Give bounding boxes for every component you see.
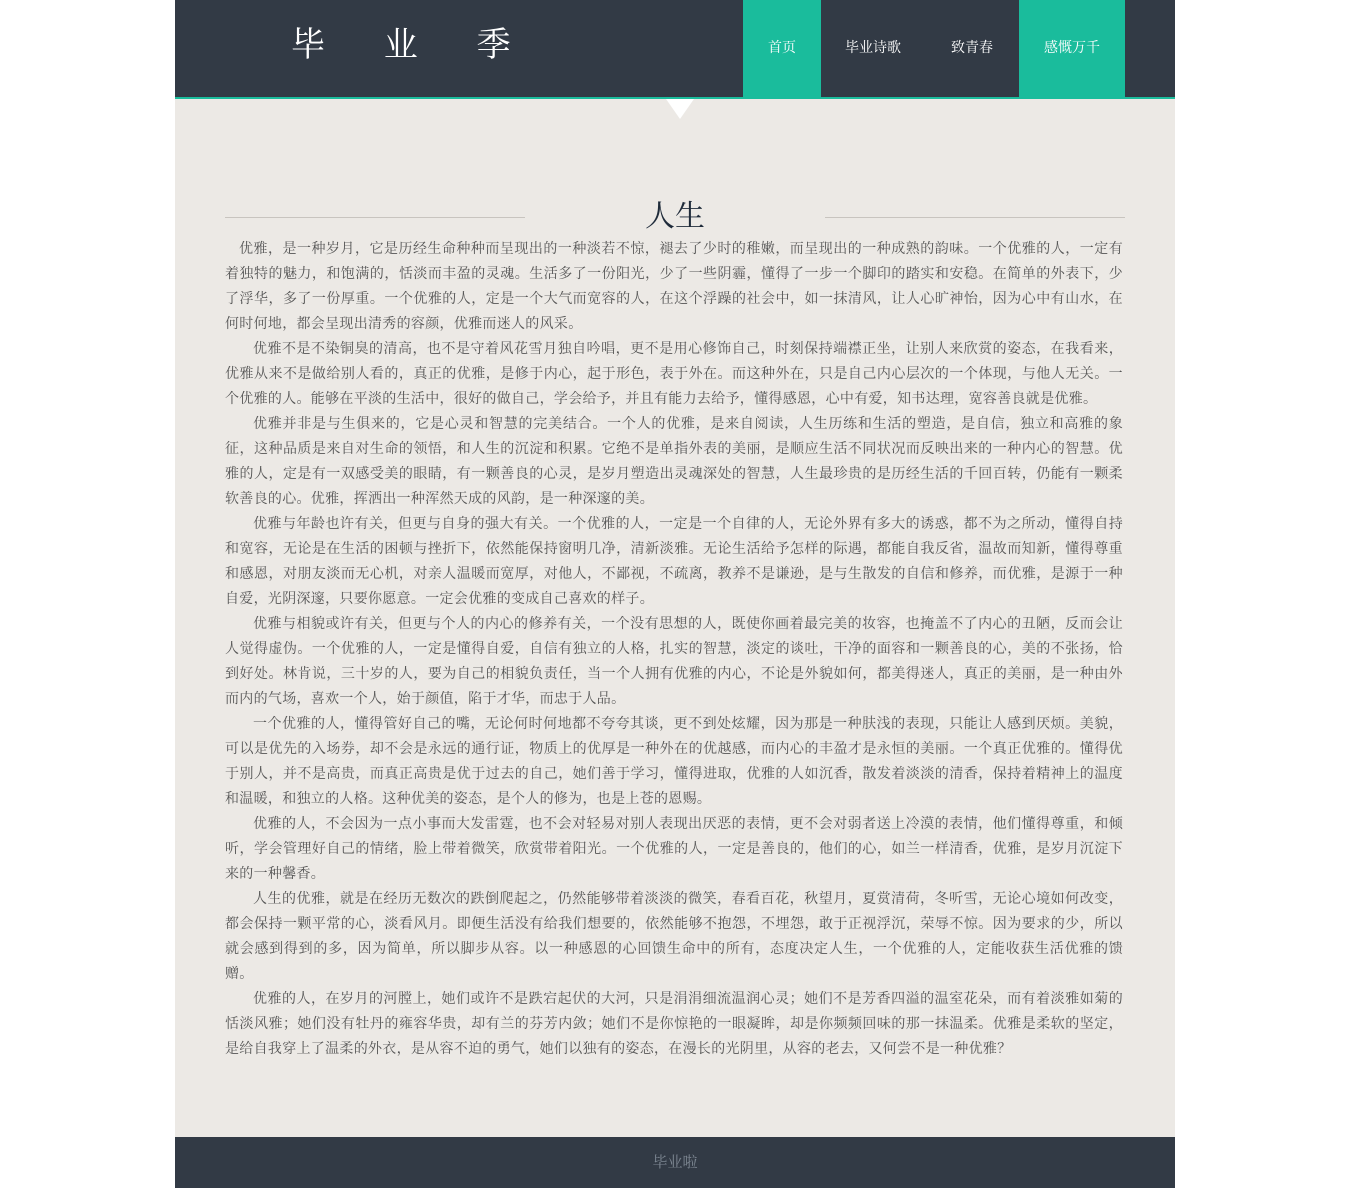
article-paragraph: 人生的优雅，就是在经历无数次的跌倒爬起之，仍然能够带着淡淡的微笑，春看百花，秋望月，夏赏清荷，冬听雪，无论心境如何改变，都会保持一颗平常的心，淡看风月。即便生活没有给我们想要的，依然能够不抱怨，不埋怨，敢于正视浮沉，荣辱不惊。因为要求的少，所以就会感到得到的多，因为简单，所以脚步从容。以一种感恩的心回馈生命中的所有，态度决定人生，一个优雅的人，定能收获生活优雅的馈赠。 [225,891,1123,982]
nav-item-graduation-poems[interactable]: 毕业诗歌 [845,40,901,56]
page [175,0,1175,1188]
title-divider-right [825,217,1125,218]
header [175,0,1175,99]
article-paragraph: 优雅与相貌或许有关，但更与个人的内心的修养有关，一个没有思想的人，既使你画着最完美的妆容，也掩盖不了内心的丑陋，反而会让人觉得虚伪。一个优雅的人，一定是懂得自爱，自信有独立的人格，扎实的智慧，淡定的谈吐，干净的面容和一颗善良的心，美的不张扬，恰到好处。林肯说，三十岁的人，要为自己的相貌负责任，当一个人拥有优雅的内心，不论是外貌如何，都美得迷人，真正的美丽，是一种由外而内的气场，喜欢一个人，始于颜值，陷于才华，而忠于人品。 [225,616,1123,707]
nav-item-home[interactable]: 首页 [743,0,821,97]
article-paragraph: 一个优雅的人，懂得管好自己的嘴，无论何时何地都不夸夸其谈，更不到处炫耀，因为那是一种肤浅的表现，只能让人感到厌烦。美貌，可以是优先的入场券，却不会是永远的通行证，物质上的优厚是一种外在的优越感，而内心的丰盈才是永恒的美丽。一个真正优雅的。懂得优于别人，并不是高贵，而真正高贵是优于过去的自己，她们善于学习，懂得进取，优雅的人如沉香，散发着淡淡的清香，保持着精神上的温度和温暖，和独立的人格。这种优美的姿态，是个人的修为，也是上苍的恩赐。 [225,716,1123,807]
article-title-row [225,195,1125,239]
site-title: 毕 业 季 [291,25,535,65]
article-paragraph: 优雅，是一种岁月，它是历经生命种种而呈现出的一种淡若不惊，褪去了少时的稚嫩，而呈现出的一种成熟的韵味。一个优雅的人，一定有着独特的魅力，和饱满的，恬淡而丰盈的灵魂。生活多了一份阳光，少了一些阴霾，懂得了一步一个脚印的踏实和安稳。在简单的外表下，少了浮华，多了一份厚重。一个优雅的人，定是一个大气而宽容的人，在这个浮躁的社会中，如一抹清风，让人心旷神怡，因为心中有山水，在何时何地，都会呈现出清秀的容颜，优雅而迷人的风采。 [225,241,1123,332]
main-nav [743,0,1125,97]
article-paragraph: 优雅的人，在岁月的河膛上，她们或许不是跌宕起伏的大河，只是涓涓细流温润心灵；她们不是芳香四溢的温室花朵，而有着淡雅如菊的恬淡风雅；她们没有牡丹的雍容华贵，却有兰的芬芳内敛；她们不是你惊艳的一眼凝眸，却是你频频回味的那一抹温柔。优雅是柔软的坚定，是给自我穿上了温柔的外衣，是从容不迫的勇气，她们以独有的姿态，在漫长的光阴里，从容的老去，又何尝不是一种优雅？ [225,991,1123,1057]
header-pointer-triangle [666,99,694,119]
article-paragraph: 优雅与年龄也许有关，但更与自身的强大有关。一个优雅的人，一定是一个自律的人，无论外界有多大的诱惑，都不为之所动，懂得自持和宽容，无论是在生活的困顿与挫折下，依然能保持窗明几净，清新淡雅。无论生活给予怎样的际遇，都能自我反省，温故而知新，懂得尊重和感恩，对朋友淡而无心机，对亲人温暖而宽厚，对他人，不鄙视，不疏离，教养不是谦逊，是与生散发的自信和修养，而优雅，是源于一种自爱，光阴深邃，只要你愿意。一定会优雅的变成自己喜欢的样子。 [225,516,1123,607]
article-title: 人生 [645,199,705,234]
nav-item-to-youth[interactable]: 致青春 [951,40,993,56]
article-paragraph: 优雅不是不染铜臭的清高，也不是守着风花雪月独自吟唱，更不是用心修饰自己，时刻保持端襟正坐，让别人来欣赏的姿态，在我看来，优雅从来不是做给别人看的，真正的优雅，是修于内心，起于形色，表于外在。而这种外在，只是自己内心层次的一个体现，与他人无关。一个优雅的人。能够在平淡的生活中，很好的做自己，学会给予，并且有能力去给予，懂得感恩，心中有爱，知书达理，宽容善良就是优雅。 [225,341,1123,407]
article-paragraph: 优雅并非是与生俱来的，它是心灵和智慧的完美结合。一个人的优雅，是来自阅读，人生历练和生活的塑造，是自信，独立和高雅的象征，这种品质是来自对生命的领悟，和人生的沉淀和积累。它绝不是单指外表的美丽，是顺应生活不同状况而反映出来的一种内心的智慧。优雅的人，定是有一双感受美的眼睛，有一颗善良的心灵，是岁月塑造出灵魂深处的智慧，人生最珍贵的是历经生活的千回百转，仍能有一颗柔软善良的心。优雅，挥洒出一种浑然天成的风韵，是一种深邃的美。 [225,416,1123,507]
article-body [225,237,1123,1062]
footer-text: 毕业啦 [652,1153,698,1171]
nav-item-reflections[interactable]: 感慨万千 [1019,0,1125,97]
article-paragraph: 优雅的人，不会因为一点小事而大发雷霆，也不会对轻易对别人表现出厌恶的表情，更不会对弱者送上冷漠的表情，他们懂得尊重，和倾听，学会管理好自己的情绪，脸上带着微笑，欣赏带着阳光。一个优雅的人，一定是善良的，他们的心，如兰一样清香，优雅，是岁月沉淀下来的一种馨香。 [225,816,1123,882]
footer [175,1137,1175,1188]
